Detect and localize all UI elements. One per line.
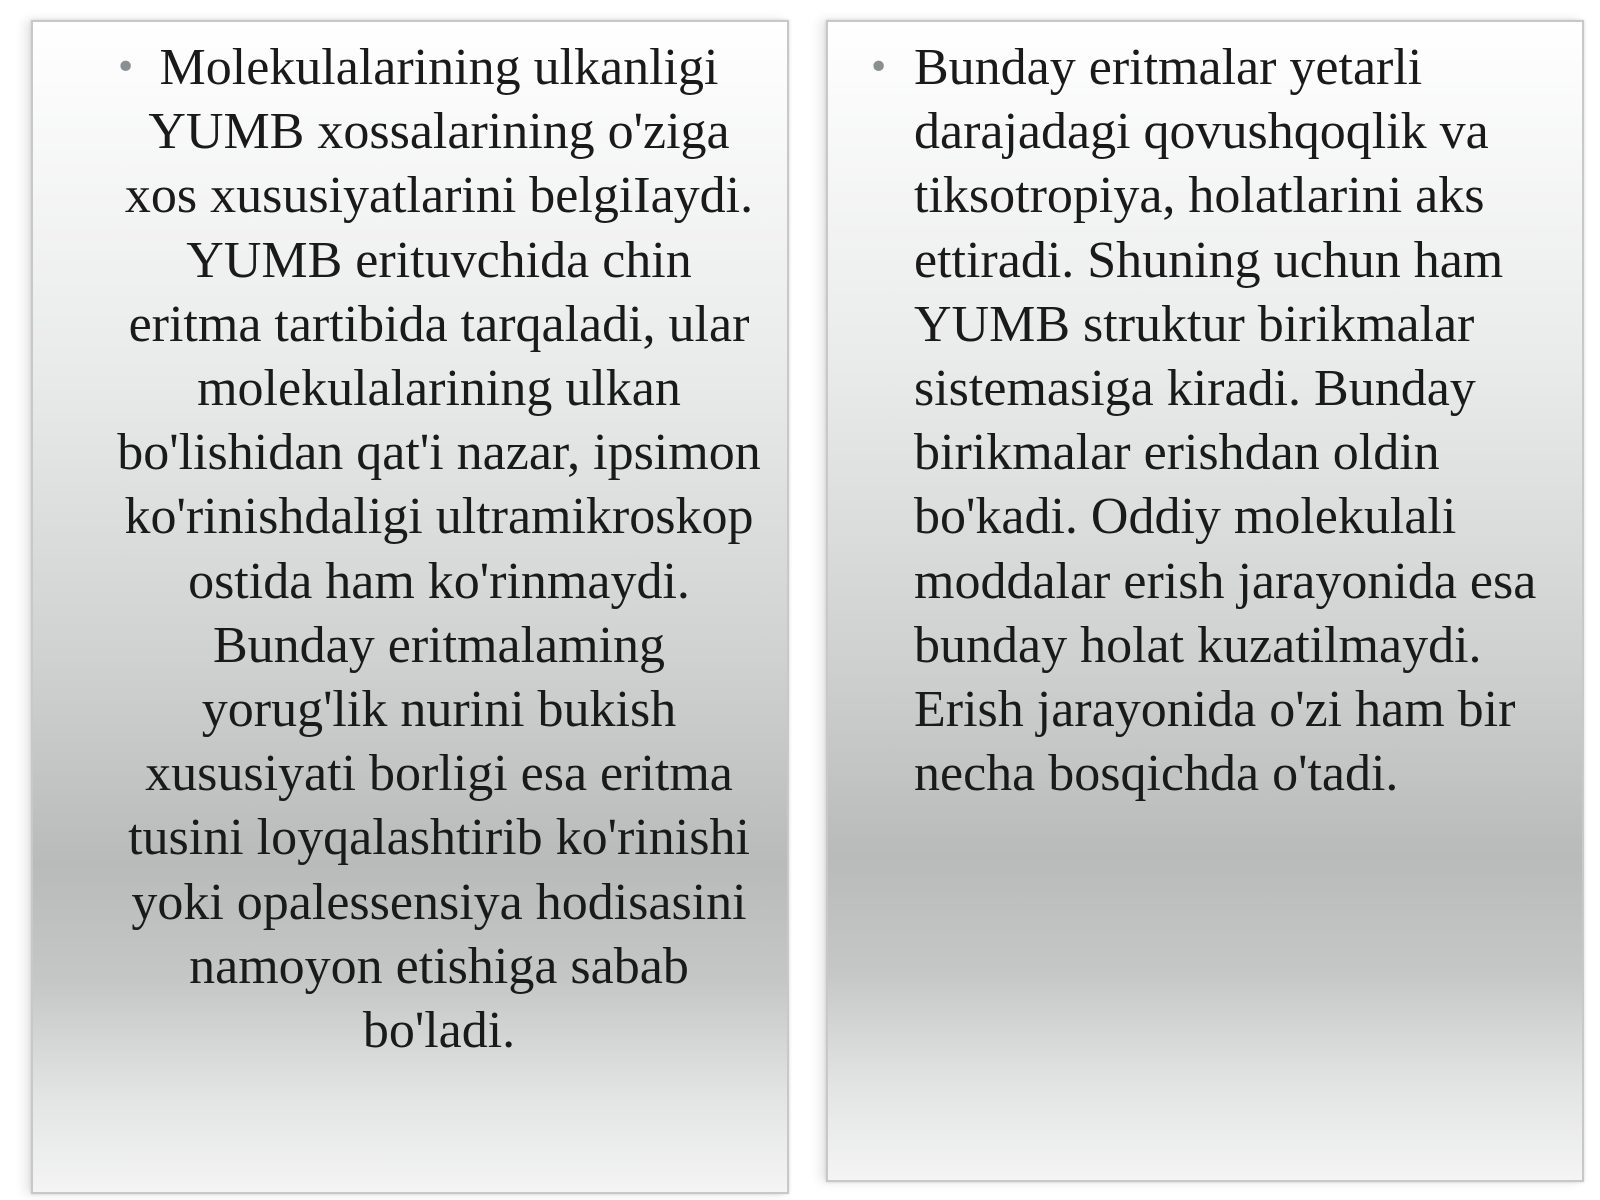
text-line: Erish jarayonida o'zi ham bir [914,681,1516,739]
text-line: birikmalar erishdan oldin [914,424,1440,482]
text-line: bo'ladi. [362,1002,516,1060]
text-line: darajadagi qovushqoqlik va [914,103,1489,161]
left-text-panel [31,20,789,1194]
text-line: eritma tartibida tarqaladi, ular [128,295,750,353]
text-line: YUMB xossalarining o'ziga [148,103,730,161]
text-line: bo'kadi. Oddiy molekulali [914,488,1457,546]
text-line: YUMB struktur birikmalar [914,295,1475,353]
text-line: sistemasiga kiradi. Bunday [914,360,1476,418]
text-line: tusini loyqalashtirib ko'rinishi [128,809,750,867]
text-line: yorug'lik nurini bukish [201,681,677,739]
text-line: bunday holat kuzatilmaydi. [914,616,1482,674]
right-bullet-item [868,36,1568,806]
text-line: necha bosqichda o'tadi. [914,745,1399,803]
bullet-icon: • [868,47,890,88]
text-line: Molekulalarining ulkanligi [159,39,719,96]
text-line: tiksotropiya, holatlarini aks [914,167,1485,225]
text-line: xususiyati borligi esa eritma [145,745,733,803]
text-line: ettiradi. Shuning uchun ham [914,231,1504,289]
text-line: Bunday eritmalaming [212,616,665,674]
right-paragraph [868,36,1568,806]
text-line: namoyon etishiga sabab [189,937,689,995]
right-text-panel [826,20,1584,1182]
text-line: bo'lishidan qat'i nazar, ipsimon [117,424,761,482]
bullet-icon: • [115,47,137,88]
left-paragraph [109,36,769,1063]
text-line: yoki opalessensiya hodisasini [131,873,747,931]
text-line: ostida ham ko'rinmaydi. [188,552,690,610]
text-line: YUMB erituvchida chin [186,231,692,289]
text-line: xos xususiyatlarini belgiIaydi. [124,167,754,225]
left-bullet-item [109,36,769,1063]
text-line: Bunday eritmalar yetarli [914,39,1423,96]
text-line: moddalar erish jarayonida esa [914,552,1537,610]
text-line: molekulalarining ulkan [197,360,681,418]
text-line: ko'rinishdaligi ultramikroskop [124,488,754,546]
